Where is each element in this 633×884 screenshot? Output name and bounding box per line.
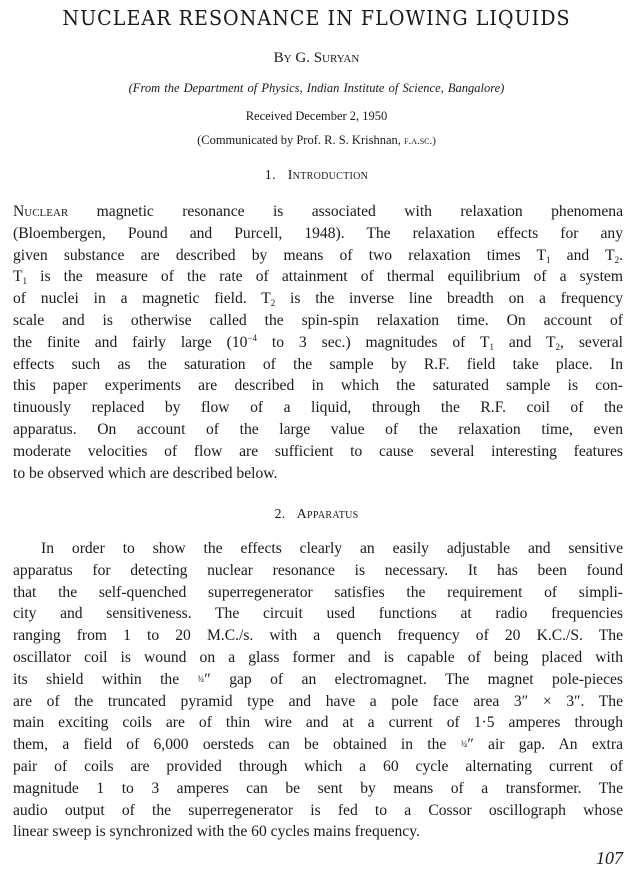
- text-line: [13, 245, 623, 267]
- line-fragment: T: [13, 268, 23, 286]
- text-line: [13, 756, 623, 778]
- text-line: [13, 332, 623, 354]
- communicated-by: [0, 133, 633, 148]
- fraction: ¾: [460, 739, 468, 750]
- line-text: apparatus. On account of the large value of the relaxation time, even: [13, 420, 623, 438]
- line-text: pair of coils are provided through which a 60 cycle alternating current of: [13, 757, 623, 775]
- line-text: that the self-quenched superregenerator satisfies the requirement of simpli-: [13, 583, 623, 601]
- text-line: [13, 582, 623, 604]
- text-line: [13, 288, 623, 310]
- author-name: G. Suryan: [295, 50, 360, 66]
- line-text: are of the truncated pyramid type and have a pole face area 3″ × 3″. The: [13, 692, 623, 710]
- superscript: −4: [247, 332, 257, 343]
- line-fragment: and T: [493, 333, 556, 351]
- text-line: [13, 800, 623, 822]
- text-line: [13, 734, 623, 756]
- introduction-paragraph: [13, 201, 623, 484]
- line-fragment: , several: [560, 333, 623, 351]
- line-text: city and sensitiveness. The circuit used functions at radio frequencies: [13, 605, 623, 623]
- line-text: of nuclei in a magnetic field. T: [13, 290, 271, 308]
- text-line: [13, 821, 623, 843]
- line-text: effects such as the saturation of the sample by R.F. field take place. In: [13, 355, 623, 373]
- communicated-prefix: (Communicated by Prof. R. S. Krishnan,: [197, 133, 401, 147]
- text-line: [13, 560, 623, 582]
- line-text: this paper experiments are described in which the saturated sample is con-: [13, 377, 623, 395]
- text-line: [13, 201, 623, 223]
- text-line: [13, 375, 623, 397]
- line-fragment: ″ air gap. An extra: [467, 736, 623, 754]
- text-line: [13, 712, 623, 734]
- line-text: oscillator coil is wound on a glass former and is capable of being placed with: [13, 648, 623, 666]
- text-line: [13, 266, 623, 288]
- line-text: linear sweep is synchronized with the 60 cycles mains frequency.: [13, 823, 420, 841]
- line-text: main exciting coils are of thin wire and at a current of 1·5 amperes through: [13, 714, 623, 732]
- line-text: given substance are described by means of two relaxation times T: [13, 246, 546, 264]
- line-text: magnitude 1 to 3 amperes can be sent by means of a transformer. The: [13, 779, 623, 797]
- section-number: 2.: [274, 507, 286, 522]
- paper-title: NUCLEAR RESONANCE IN FLOWING LIQUIDS: [62, 6, 571, 30]
- line-fragment: is the inverse line breadth on a frequency: [275, 290, 623, 308]
- section-title: Apparatus: [296, 507, 359, 522]
- line-text: magnetic resonance is associated with relaxation phenomena: [68, 203, 623, 220]
- text-line: [13, 397, 623, 419]
- byline: [0, 50, 633, 67]
- text-line: [13, 691, 623, 713]
- line-text: to be observed which are described below.: [13, 464, 278, 482]
- section-title: Introduction: [287, 168, 369, 183]
- text-line: [13, 354, 623, 376]
- section-heading-apparatus: [0, 507, 633, 523]
- text-line: [13, 463, 623, 485]
- line-text: is the measure of the rate of attainment of thermal equilibrium of a system: [27, 268, 623, 286]
- line-text: apparatus for detecting nuclear resonance is necessary. It has been found: [13, 561, 623, 579]
- line-fragment: to 3 sec.) magnitudes of T: [257, 333, 490, 351]
- fraction: ¾: [197, 673, 205, 684]
- text-line: [13, 538, 623, 560]
- subscript: 2: [270, 298, 276, 309]
- subscript: 1: [22, 276, 28, 287]
- fellow-designation: f.a.sc.): [404, 135, 436, 147]
- line-text: its shield within the: [13, 670, 198, 688]
- text-line: [13, 223, 623, 245]
- text-line: [13, 669, 623, 691]
- subscript: 1: [545, 254, 551, 265]
- line-text: moderate velocities of flow are sufficient to cause several interesting features: [13, 442, 623, 460]
- line-text: (Bloembergen, Pound and Purcell, 1948). The relaxation effects for any: [13, 224, 623, 242]
- text-line: [13, 310, 623, 332]
- line-fragment: and T: [550, 246, 615, 264]
- line-fragment: ″ gap of an electromagnet. The magnet pole-pieces: [204, 670, 623, 688]
- line-text: tinuously replaced by flow of a liquid, through the R.F. coil of the: [13, 399, 623, 417]
- text-line: [13, 419, 623, 441]
- apparatus-paragraph: [13, 538, 623, 843]
- affiliation: (From the Department of Physics, Indian Institute of Science, Bangalore): [128, 81, 505, 95]
- lead-small-caps: Nuclear: [13, 203, 69, 220]
- text-line: [13, 625, 623, 647]
- received-date: Received December 2, 1950: [245, 109, 388, 123]
- line-text: ranging from 1 to 20 M.C./s. with a quench frequency of 20 K.C./S. The: [13, 627, 623, 645]
- subscript: 2: [614, 254, 620, 265]
- page-number: 107: [596, 848, 623, 868]
- section-number: 1.: [264, 168, 276, 183]
- line-text: scale and is otherwise called the spin-spin relaxation time. On account of: [13, 311, 623, 329]
- subscript: 1: [489, 341, 494, 352]
- text-line: [13, 647, 623, 669]
- subscript: 2: [555, 341, 561, 352]
- section-heading-introduction: [0, 168, 633, 184]
- line-text: them, a field of 6,000 oersteds can be obtained in the: [13, 736, 461, 754]
- line-text: In order to show the effects clearly an easily adjustable and sensitive: [41, 540, 623, 557]
- text-line: [13, 603, 623, 625]
- text-line: [13, 441, 623, 463]
- byline-prefix: By: [273, 50, 292, 66]
- line-fragment: .: [619, 246, 623, 264]
- text-line: [13, 778, 623, 800]
- line-text: the finite and fairly large (10: [13, 333, 248, 351]
- line-text: audio output of the superregenerator is fed to a Cossor oscillograph whose: [13, 801, 623, 819]
